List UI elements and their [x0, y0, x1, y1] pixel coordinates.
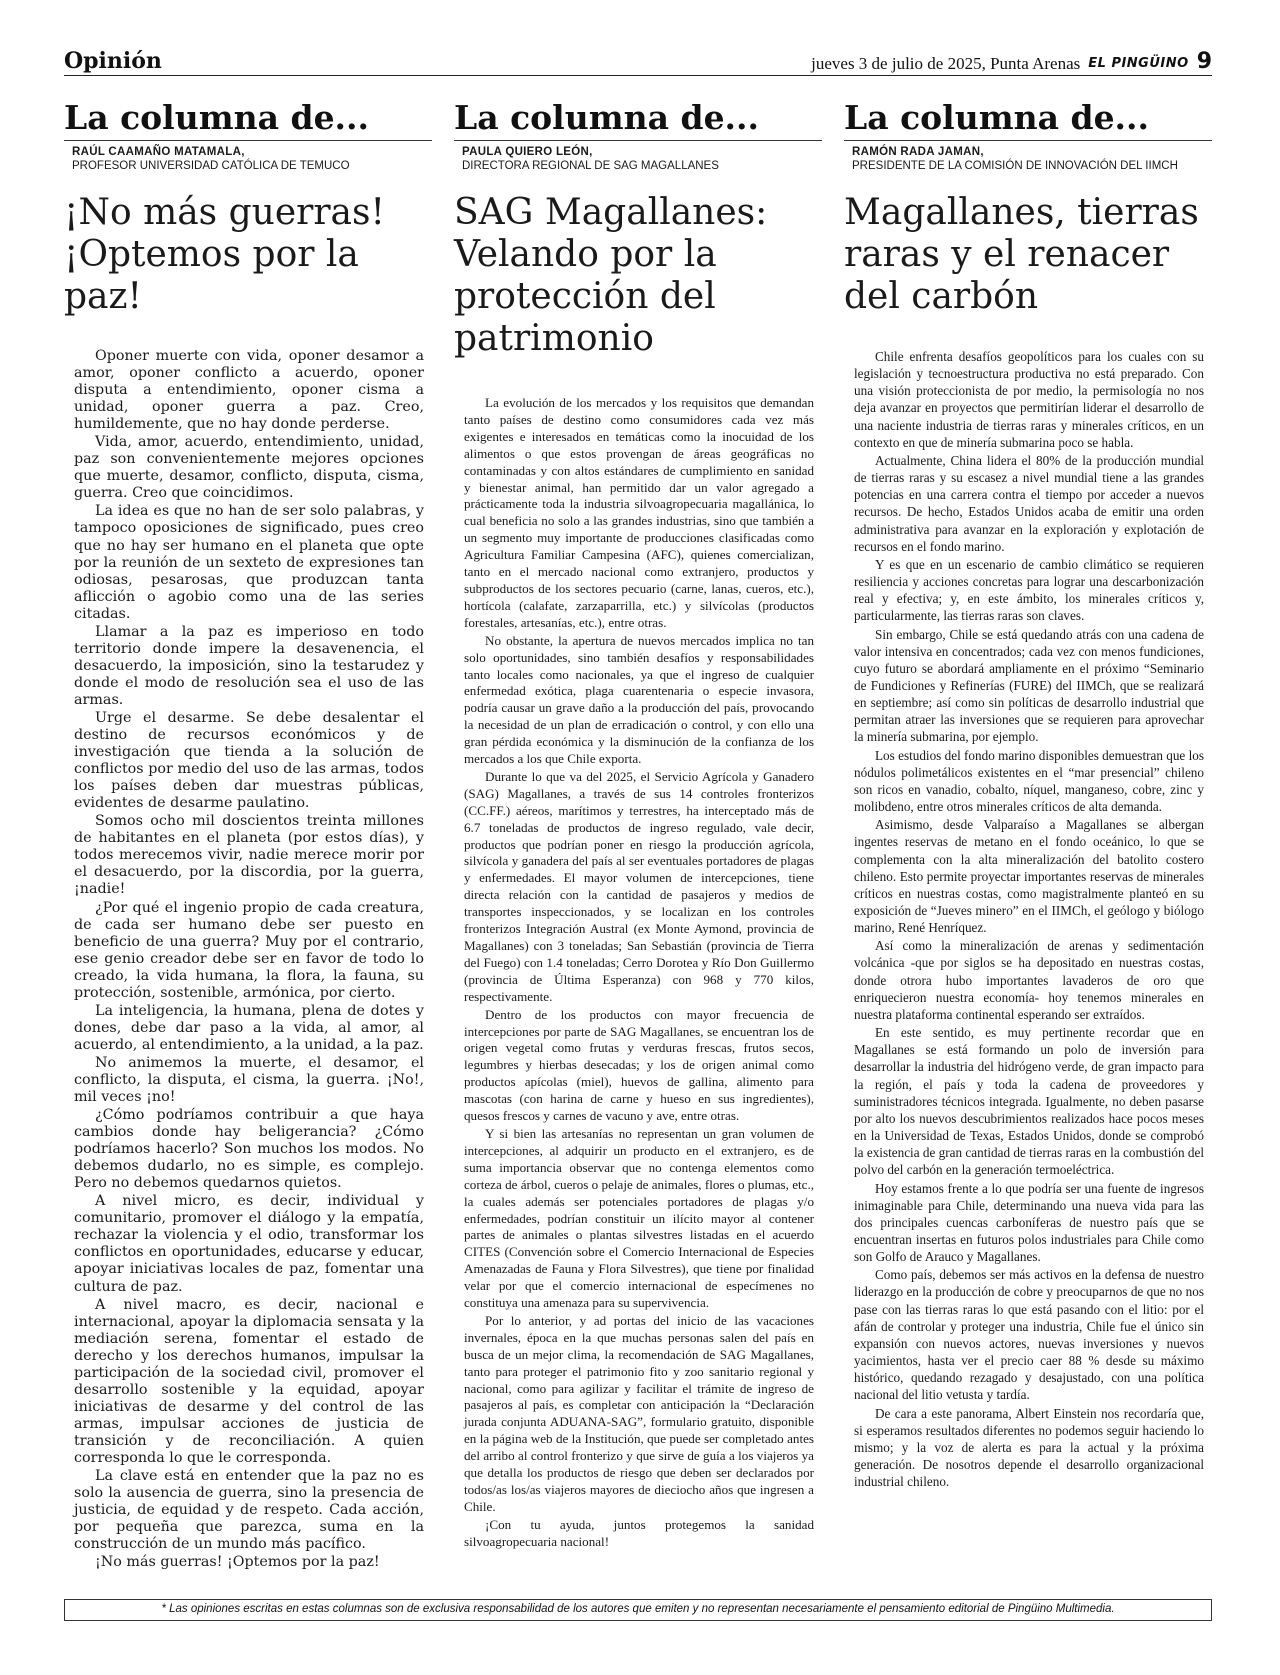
article-body — [74, 348, 424, 1572]
paragraph: Sin embargo, Chile se está quedando atrás con una cadena de valor intensiva en concentrados; cada vez con menos fundiciones, cuyo futuro se abordará ampliamente en el próximo “Seminario de Fundiciones y Refinerías (FURE) del IIMCh, que se realizará en septiembre; así como sin políticas de desarrollo industrial que permitan atraer las inversiones que se requieren para aprovechar la minería submarina, por ejemplo. — [854, 626, 1204, 745]
paragraph: No obstante, la apertura de nuevos mercados implica no tan solo oportunidades, sino también desafíos y responsabilidades tanto locales como nacionales, ya que el ingreso de cualquier enfermedad exótica, plaga cuarentenaria o especie invasora, podría causar un grave daño a la producción del país, provocando la necesidad de un plan de erradicación o control, y con ello una gran pérdida económica y la disminución de la confianza de los mercados a los que Chile exporta. — [464, 632, 814, 767]
paragraph: En este sentido, es muy pertinente recordar que en Magallanes se está formando un polo de inversión para desarrollar la industria del hidrógeno verde, de gran impacto para la región, el país y toda la cadena de proveedores y suministradores técnicos integrada. Igualmente, no deben pasarse por alto los nuevos descubrimientos realizados hace pocos meses en la Universidad de Texas, Estados Unidos, donde se comprobó la existencia de gran cantidad de tierras raras en la combustión del polvo del carbón en la generación termoeléctrica. — [854, 1025, 1204, 1178]
paragraph: Durante lo que va del 2025, el Servicio Agrícola y Ganadero (SAG) Magallanes, a través de sus 14 controles fronterizos (CC.FF.) aéreos, marítimos y terrestres, ha interceptado más de 6.7 toneladas de productos de ingreso regulado, vale decir, productos que podrían poner en riesgo la producción agrícola, silvícola y ganadera del país al ser eventuales portadores de plagas y enfermedades. El mayor volumen de intercepciones, tiene directa relación con la cantidad de pasajeros y medios de transportes inspeccionados, y se localizan en los controles fronterizos Integración Austral (ex Monte Aymond, provincia de Magallanes) con 3 toneladas; San Sebastián (provincia de Tierra del Fuego) con 1.4 toneladas; Cerro Dorotea y Río Don Guillermo (provincia de Última Esperanza) con 968 y 770 kilos, respectivamente. — [464, 768, 814, 1004]
page-header — [64, 48, 1212, 76]
author-role: DIRECTORA REGIONAL DE SAG MAGALLANES — [462, 160, 719, 172]
paragraph: La inteligencia, la humana, plena de dotes y dones, debe dar paso a la vida, al amor, al acuerdo, al entendimiento, a la unidad, a la paz. — [74, 1002, 424, 1053]
paragraph: Y si bien las artesanías no representan un gran volumen de intercepciones, al adquirir un producto en el extranjero, es de suma importancia observar que no contenga elementos como corteza de árbol, cueros o pelaje de animales, flores o plumas, etc., la cuales además ser potenciales portadores de plagas y/o enfermedades, podrían constituir un ilícito mayor al contener partes de animales o plantas silvestres listadas en el acuerdo CITES (Convención sobre el Comercio Internacional de Especies Amenazadas de Fauna y Flora Silvestres), que tiene por finalidad velar por que el comercio internacional de especímenes no constituya una amenaza para su supervivencia. — [464, 1125, 814, 1311]
paragraph: Actualmente, China lidera el 80% de la producción mundial de tierras raras y su escasez a nivel mundial tiene a las grandes potencias en una carrera contra el tiempo por acceder a nuevos recursos. De hecho, Estados Unidos acaba de emitir una orden administrativa para avanzar en la exploración y explotación de recursos en el fondo marino. — [854, 452, 1204, 554]
paragraph: Chile enfrenta desafíos geopolíticos para los cuales con su legislación y tecnoestructura productiva no está preparado. Con una visión proteccionista de por medio, la permisología no nos deja avanzar en proyectos que permitirían liderar el desarrollo de una naciente industria de tierras raras y minerales críticos, en un contexto en que de minería submarina poco se habla. — [854, 349, 1204, 450]
page-number: 9 — [1196, 49, 1212, 74]
paragraph: De cara a este panorama, Albert Einstein nos recordaría que, si esperamos resultados diferentes no podemos seguir haciendo lo mismo; y la voz de alerta es para la actual y la próxima generación. De nosotros depende el desarrollo organizacional industrial chileno. — [854, 1405, 1204, 1490]
editorial-disclaimer: * Las opiniones escritas en estas columnas son de exclusiva responsabilidad de los autores que emiten y no representan necesariamente el pensamiento editorial de Pingüino Multimedia. — [64, 1599, 1212, 1621]
opinion-column-2 — [454, 98, 822, 1549]
column-kicker: La columna de... — [64, 98, 432, 141]
opinion-column-3 — [844, 98, 1212, 1490]
author-role: PRESIDENTE DE LA COMISIÓN DE INNOVACIÓN DEL IIMCH — [852, 160, 1178, 172]
opinion-column-1 — [64, 98, 432, 1571]
paragraph: ¡No más guerras! ¡Optemos por la paz! — [95, 1554, 380, 1571]
article-headline: ¡No más guerras! ¡Optemos por la paz! — [64, 192, 385, 317]
paragraph: Dentro de los productos con mayor frecuencia de intercepciones por parte de SAG Magallanes, se encuentran los de origen vegetal como frutas y verduras frescas, frutos secos, legumbres y hierbas desecadas; y los de origen animal como productos apícolas (miel), huevos de gallina, alimento para mascotas (con harina de carne y hueso en sus ingredientes), quesos frescos y carnes de vacuno y ave, entre otras. — [464, 1006, 814, 1124]
section-title: Opinión — [64, 48, 162, 74]
paragraph: Los estudios del fondo marino disponibles demuestran que los nódulos polimetálicos existentes en el “mar presencial” chileno son ricos en vanadio, cobalto, níquel, manganeso, cobre, zinc y molibdeno, entre otros minerales críticos de alta demanda. — [854, 747, 1204, 815]
author-role: PROFESOR UNIVERSIDAD CATÓLICA DE TEMUCO — [72, 160, 350, 172]
paragraph: Urge el desarme. Se debe desalentar el destino de recursos económicos y de investigación que tienda a la solución de conflictos por medio del uso de las armas, todos los países deben dar muestras públicas, evidentes de desarme paulatino. — [74, 709, 424, 812]
newspaper-logo: EL PINGÜINO — [1088, 56, 1189, 71]
paragraph: No animemos la muerte, el desamor, el conflicto, la disputa, el cisma, la guerra. ¡No!, mil veces ¡no! — [74, 1054, 424, 1106]
author-name: RAMÓN RADA JAMAN, — [852, 146, 984, 158]
article-headline: Magallanes, tierras raras y el renacer del carbón — [844, 192, 1199, 317]
paragraph: La idea es que no han de ser solo palabras, y tampoco oposiciones de significado, pues creo que no hay ser humano en el planeta que opte por la reunión de un sexteto de expresiones tan odiosas, pesarosas, que produzcan tanta aflicción o agobio como una de las series citadas. — [74, 503, 424, 622]
paragraph: Oponer muerte con vida, oponer desamor a amor, oponer conflicto a acuerdo, oponer disputa a entendimiento, oponer cisma a unidad, oponer guerra a paz. Creo, humildemente, que no hay donde perderse. — [74, 348, 424, 433]
article-headline: SAG Magallanes: Velando por la protección del patrimonio — [454, 192, 768, 359]
paragraph: A nivel macro, es decir, nacional e internacional, apoyar la diplomacia sensata y la mediación serena, fomentar el estado de derecho y los derechos humanos, impulsar la participación de la sociedad civil, promover el desarrollo sostenible y la equidad, apoyar iniciativas de desarme y del control de las armas, impulsar acciones de justicia de transición y de reconciliación. A quien corresponda lo que le corresponda. — [74, 1296, 424, 1466]
article-body — [854, 348, 1204, 1491]
paragraph: Así como la mineralización de arenas y sedimentación volcánica -que por siglos se ha depositado en nuestras costas, donde otrora hubo importantes lavaderos de oro que enriquecieron nuestra economía- hoy tenemos minerales en nuestra plataforma continental esperando ser extraídos. — [854, 938, 1204, 1022]
column-kicker: La columna de... — [454, 98, 822, 141]
dateline: jueves 3 de julio de 2025, Punta Arenas — [811, 54, 1081, 73]
article-body — [464, 395, 814, 1552]
paragraph: Asimismo, desde Valparaíso a Magallanes se albergan ingentes reservas de metano en el fondo oceánico, lo que se complementa con la alta mineralización del batolito costero chileno. Esto permite proyectar importantes reservas de minerales críticos en nuestras costas, como magistralmente planteó en su exposición de “Jueves minero” en el IIMCh, el geólogo y biólogo marino, René Henríquez. — [854, 817, 1204, 936]
author-name: RAÚL CAAMAÑO MATAMALA, — [72, 146, 245, 158]
paragraph: ¿Por qué el ingenio propio de cada creatura, de cada ser humano debe ser puesto en beneficio de una guerra? Muy por el contrario, ese genio creador debe ser en favor de todo lo creado, la vida humana, la flora, la fauna, su protección, sostenible, armónica, por cierto. — [74, 899, 424, 1001]
paragraph: ¡Con tu ayuda, juntos protegemos la sanidad silvoagropecuaria nacional! — [464, 1516, 814, 1549]
paragraph: La clave está en entender que la paz no es solo la ausencia de guerra, sino la presencia de justicia, de equidad y de respeto. Cada acción, por pequeña que parezca, suma en la construcción de un mundo más pacífico. — [74, 1468, 424, 1553]
column-kicker: La columna de... — [844, 98, 1212, 141]
paragraph: La evolución de los mercados y los requisitos que demandan tanto países de destino como consumidores cada vez más exigentes e interesados en temáticas como la inocuidad de los alimentos o que estos provengan de áreas geográficas no contaminadas y con altos estándares de cumplimiento en sanidad y bienestar animal, han permitido dar un valor agregado a prácticamente toda la industria silvoagropecuaria magallánica, lo cual beneficia no solo a las grandes industrias, sino que también a un segmento muy importante de producciones clasificadas como Agricultura Familiar Campesina (AFC), quienes comercializan, tanto en el mercado nacional como extranjero, productos y subproductos de los sectores pecuario (carne, lanas, cueros, etc.), hortícola (calafate, zarzaparrilla, etc.) y silvícolas (productos forestales, artesanías, etc.), entre otras. — [464, 395, 814, 630]
paragraph: A nivel micro, es decir, individual y comunitario, promover el diálogo y la empatía, rechazar la violencia y el odio, transformar los conflictos en oportunidades, educarse y educar, apoyar iniciativas locales de paz, fomentar una cultura de paz. — [74, 1193, 424, 1295]
paragraph: Llamar a la paz es imperioso en todo territorio donde impere la desavenencia, el desacuerdo, la imposición, sino la testarudez y donde el modo de resolución sea el uso de las armas. — [74, 623, 424, 708]
paragraph: Hoy estamos frente a lo que podría ser una fuente de ingresos inimaginable para Chile, determinando una nueva vida para las dos principales cuencas carboníferas de nuestro país que se encuentran insertas en futuros polos industriales para Chile como son Golfo de Arauco y Magallanes. — [854, 1180, 1204, 1265]
paragraph: Como país, debemos ser más activos en la defensa de nuestro liderazgo en la producción de cobre y preocuparnos de que no nos pase con las tierras raras lo que está pasando con el litio: por el afán de controlar y proteger una industria, Chile fue el único sin expansión con nuevos actores, nuevas inversiones y nuevos yacimientos, hasta ver el precio caer 88 % desde su máximo histórico, quedando rezagado y desajustado, con una política nacional del litio vetusta y tardía. — [854, 1267, 1204, 1403]
author-name: PAULA QUIERO LEÓN, — [462, 146, 593, 158]
paragraph: Por lo anterior, y ad portas del inicio de las vacaciones invernales, época en la que muchas personas salen del país en busca de un mejor clima, la recomendación de SAG Magallanes, tanto para proteger el patrimonio fito y zoo sanitario regional y nacional, como para agilizar y facilitar el trámite de ingreso de pasajeros al país, es completar con anticipación la “Declaración jurada conjunta ADUANA-SAG”, formulario gratuito, disponible en la página web de la Institución, que puede ser completado antes del arribo al control fronterizo y que sirve de guía a los viajeros ya que detalla los productos de riesgo que deben ser declarados por todos/as los/as viajeros mayores de dieciocho años que ingresen a Chile. — [464, 1312, 814, 1514]
paragraph: Somos ocho mil doscientos treinta millones de habitantes en el planeta (por estos días), y todos merecemos vivir, nadie merece morir por el desacuerdo, por la discordia, por la guerra, ¡nadie! — [74, 813, 424, 898]
paragraph: ¿Cómo podríamos contribuir a que haya cambios donde hay beligerancia? ¿Cómo podríamos hacerlo? Son muchos los modos. No debemos dudarlo, no es simple, es complejo. Pero no debemos quedarnos quietos. — [74, 1107, 424, 1192]
paragraph: Y es que en un escenario de cambio climático se requieren resiliencia y acciones concretas para lograr una descarbonización real y efectiva; y, en este ámbito, los minerales críticos y, particularmente, las tierras raras son claves. — [854, 556, 1204, 624]
paragraph: Vida, amor, acuerdo, entendimiento, unidad, paz son convenientemente mejores opciones que muerte, desamor, conflicto, disputa, cisma, guerra. Creo que coincidimos. — [74, 434, 424, 502]
header-meta — [811, 48, 1212, 74]
